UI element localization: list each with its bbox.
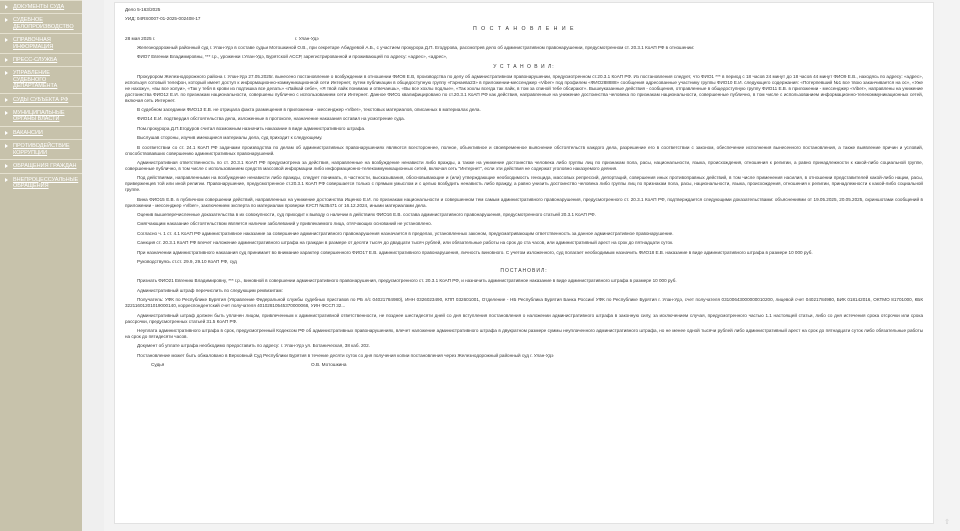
case-number: Дело 5-163/2025	[125, 7, 161, 12]
case-uid: УИД: 04RS0007-01-2025-002408-17	[125, 16, 201, 22]
arrow-bullet-icon	[5, 144, 8, 148]
signature-line	[125, 362, 923, 368]
court-decision-document	[114, 2, 934, 524]
paragraph: В соответствии со ст. 24.1 КоАП РФ задачами производства по делам об административных правонарушениях являются всестороннее, полное, объективное и своевременное выяснение обстоятельств каждого дела, разрешение его в соответствии с законом, обеспечение исполнения вынесенного постановления, а также выявление причин и условий, способствовавших совершению административных правонарушений.	[125, 144, 923, 156]
arrow-bullet-icon	[5, 178, 8, 182]
document-title: П О С Т А Н О В Л Е Н И Е	[473, 25, 575, 32]
sidebar-item-label: ВАКАНСИИ	[13, 129, 43, 136]
sidebar-item-label: ОБРАЩЕНИЯ ГРАЖДАН	[13, 163, 77, 170]
date-place-line	[125, 36, 923, 42]
sidebar-item-label: ПРОТИВОДЕЙСТВИЕ КОРРУПЦИИ	[13, 143, 70, 156]
sidebar-item-label: СПРАВОЧНАЯ ИНФОРМАЦИЯ	[13, 37, 54, 50]
paragraph: Прокурором Железнодорожного района г. Улан-Удэ 27.05.2025г. вынесено постановление о возбуждении в отношении ФИО8 Е.В, производства по делу об административном правонарушении, предусмотренном ст.20.3.1 КоАП РФ. Из постановления следует, что ФИО1 *** в период с 18 часов 24 минут до 18 часов 44 минут ФИО9 Е.В., находясь по адресу: «адрес», используя сотовый телефон, который имеет доступ к информационно-коммуникационной сети Интернет, путем публикации в общедоступную группу «Гарнаева23» в приложении-мессенджер «Viber» под профилем «ФИО288888» сообщения адресованные участнику группы ФИО10 Е.И. следующего содержания: «Потерпевший №1 все твою заканчивается на ос», «Уже не нахожу», «вы все холуи», «Так у тебя в крови из подтишка все делать» «Лайкай себе», «Я твой лайк понимаю и отвечаешь», «Вы все хохлы подлые», «Так хохлы всегда так лайк, в том за спиной тебе обсирают». Вышеуказанные действия - сообщения, отправленные в общедоступную группу ФИО11 Е.В. в приложении - мессенджер «Viber», направлены на унижение достоинства ФИО12 Е.И. по признакам национальности, совершены публично с использованием сети Интернет. Данное ФИО1 квалифицировано по ст.20.3.1 КоАП РФ как действия, направленные на унижение достоинства человека по признакам национальности, совершенные публично, в том числе с использованием информационно-телекоммуникационных сетей, включая сеть Интернет.	[125, 73, 923, 103]
paragraph: Административный штраф должен быть уплачен лицом, привлеченным к административной ответственности, не позднее шестидесяти дней со дня вступления постановления о наложении административного штрафа в законную силу, за исключением случая, предусмотренного частью 1.1 настоящей статьи, либо со дня истечения срока отсрочки или срока рассрочки, предусмотренных статьей 31.5 КоАП РФ.	[125, 312, 923, 324]
sidebar-item-court-proceedings[interactable]	[0, 13, 82, 33]
arrow-bullet-icon	[5, 71, 8, 75]
arrow-bullet-icon	[5, 111, 8, 115]
paragraph: Документ об уплате штрафа необходимо предоставить по адресу: г. Улан-Удэ ул. Ботаническая, 38 каб. 202.	[137, 343, 370, 349]
paragraph: Оценив вышеперечисленные доказательства в их совокупности, суд приходит к выводу о наличии в действиях ФИО16 Е.В. состава административного правонарушения, предусмотренного статьей 20.3.1 КоАП РФ.	[137, 212, 596, 218]
paragraph: Под действиями, направленными на возбуждение ненависти либо вражды, следует понимать, в частности, высказывания, обосновывающие и (или) утверждающие необходимость геноцида, массовых репрессий, депортаций, совершения иных противоправных действий, в том числе применения насилия, в отношении представителей какой-либо нации, расы, приверженцев той или иной религии. Правонарушение, предусмотренное ст.20.3.1 КоАП РФ совершается только с прямым умыслом и с целью возбудить ненависть либо вражду, а равно унизить достоинство человека либо группы лиц по признакам пола, расы, национальности, языка, происхождения, отношения к религии, принадлежности к какой-либо социальной группе.	[125, 175, 923, 193]
sidebar-item-extraprocedural-appeals[interactable]	[0, 173, 82, 193]
paragraph: Согласно ч. 1 ст. 4.1 КоАП РФ административное наказание за совершение административного правонарушения назначается в пределах, установленных законом, предусматривающим ответственность за данное административное правонарушение.	[137, 230, 674, 236]
paragraph: Пом.прокурора Д.П.Егодуров считал возможным назначить наказание в виде административного штрафа.	[137, 125, 366, 131]
decision-date: 28 мая 2025 г.	[125, 35, 156, 41]
right-gutter	[948, 0, 960, 531]
sidebar-nav	[0, 0, 82, 531]
paragraph: Административная ответственность по ст. 20.3.1 КоАП РФ предусмотрена за действия, направленные на возбуждение ненависти либо вражды, а также на унижение достоинства человека либо группы лиц по признакам пола, расы, национальности, языка, происхождения, отношения к религии, а равно принадлежности к какой-либо социальной группе, совершенные публично, в том числе с использованием средств массовой информации либо информационно-телекоммуникационных сетей, включая сеть "Интернет", если эти действия не содержат уголовно наказуемого деяния.	[125, 159, 923, 171]
paragraph: Смягчающим наказание обстоятельством является наличие заболеваний у привлекаемого лица, отягчающих оснований не установлено.	[137, 221, 432, 227]
paragraph: Руководствуясь ст.ст. 29.9, 29.10 КоАП РФ, суд	[137, 259, 237, 265]
intro-paragraph: Железнодорожный районный суд г. Улан-Удэ в составе судьи Мотошкиной О.В., при секретаре Абидуевой А.Б., с участием прокурора Д.П. Егодурова, рассмотрев дело об административном правонарушении, предусмотренном ст. 20.3.1 КоАП РФ в отношении:	[137, 44, 695, 50]
arrow-bullet-icon	[5, 18, 8, 22]
paragraph: Выслушав стороны, изучив имеющиеся материалы дела, суд приходит к следующему.	[137, 135, 323, 141]
sidebar-item-anti-corruption[interactable]	[0, 139, 82, 159]
arrow-bullet-icon	[5, 58, 8, 62]
sidebar-item-regional-courts[interactable]	[0, 93, 82, 106]
arrow-bullet-icon	[5, 38, 8, 42]
paragraph: В судебном заседании ФИО13 Е.В. не отрицала факта размещения в приложении - мессенджер «Viber», текстовых материалов, описанных в материалах дела.	[137, 106, 481, 112]
decision-place: г. Улан-Удэ	[295, 35, 319, 41]
paragraph: Административный штраф перечислить по следующим реквизитам:	[137, 287, 283, 293]
sidebar-item-label: ВНЕПРОЦЕССУАЛЬНЫЕ ОБРАЩЕНИЯ	[13, 176, 79, 189]
paragraph: ФИО14 Е.И. подтвердил обстоятельства дела, изложенные в протоколе, назначение наказания оставил на усмотрение суда.	[137, 116, 405, 122]
paragraph: Неуплата административного штрафа в срок, предусмотренный Кодексом РФ об административных правонарушениях, влечет наложение административного штрафа в двукратном размере суммы неуплаченного административного штрафа, но не менее одной тысячи рублей либо административный арест на срок до пятнадцати суток либо обязательные работы на срок до пятидесяти часов.	[125, 327, 923, 339]
sidebar-item-press-service[interactable]	[0, 53, 82, 66]
sidebar-item-label: СУДЫ СУБЪЕКТА РФ	[13, 96, 69, 103]
arrow-bullet-icon	[5, 5, 8, 9]
arrow-bullet-icon	[5, 98, 8, 102]
sidebar-item-municipal-authorities[interactable]	[0, 106, 82, 126]
sidebar-item-label: ДОКУМЕНТЫ СУДА	[13, 4, 65, 10]
sidebar-item-label: ПРЕСС-СЛУЖБА	[13, 57, 58, 64]
judge-name: О.В. Мотошкина	[311, 362, 347, 368]
arrow-bullet-icon	[5, 131, 8, 135]
resolved-heading: ПОСТАНОВИЛ:	[500, 268, 548, 275]
main-content	[104, 0, 948, 531]
sidebar-item-citizen-appeals[interactable]	[0, 159, 82, 172]
sidebar-item-label: СУДЕБНОЕ ДЕЛОПРОИЗВОДСТВО	[13, 17, 74, 30]
scroll-to-top-icon[interactable]: ⇧	[944, 519, 950, 526]
judge-label: Судья	[151, 362, 165, 368]
established-heading: У С Т А Н О В И Л:	[493, 63, 555, 70]
paragraph: Признать ФИО21 Евгению Владимировну, *** г.р., виновной в совершении административного правонарушения, предусмотренного ст. 20.3.1 КоАП РФ, и назначить административное наказание в виде административного штрафа в размере 10 000 руб.	[137, 278, 677, 284]
arrow-bullet-icon	[5, 164, 8, 168]
sidebar-item-judicial-department[interactable]	[0, 66, 82, 92]
person-paragraph: ФИО7 Евгении Владимировны, *** г.р., уроженки г.Улан-Удэ, Бурятской АССР, зарегистрированной и проживающей по адресу: «адрес», «адрес»,	[137, 54, 448, 60]
sidebar-item-court-documents[interactable]	[0, 0, 82, 13]
paragraph: Санкция ст. 20.3.1 КоАП РФ влечет наложение административного штрафа на граждан в размере от десяти тысяч до двадцати тысяч рублей, или обязательные работы на срок до ста часов, или административный арест на срок до пятнадцати суток.	[137, 240, 674, 246]
paragraph: Постановление может быть обжаловано в Верховный Суд Республики Бурятия в течение десяти суток со дня получения копии постановления через Железнодорожный районный суд г. Улан-Удэ	[137, 352, 554, 358]
sidebar-item-vacancies[interactable]	[0, 126, 82, 139]
sidebar-gutter	[82, 0, 104, 531]
sidebar-item-label: УПРАВЛЕНИЕ СУДЕБНОГО ДЕПАРТАМЕНТА	[13, 70, 58, 90]
paragraph: При назначении административного наказания суд принимает во внимание характер совершенного ФИО17 Е.В. административного правонарушения, личность виновного. С учетом изложенного, суд полагает необходимым назначить ФИО18 Е.В. наказание в виде административного штрафа в размере 10 000 руб.	[137, 249, 813, 255]
paragraph: Вина ФИО15 Е.В. в публичном совершении действий, направленных на унижение достоинства Ищенко Е.И. по признакам национальности и совершенном тем самым административного правонарушения, предусмотренного ст. 20.3.1 КоАП РФ, подтверждается следующими доказательствами: объяснениями от 19.05.2025, 20.05.2025, скриншотами сообщений в приложении - мессенджер «Viber», заключением эксперта по материалам проверки КУСП №35471 от 16.12.2024, иными материалами дела.	[125, 196, 923, 208]
paragraph: Получатель: УФК по Республике Бурятия (Управление Федеральной службы судебных приставов по РБ л/с 04021784980), ИНН 0326023490, КПП 032601001, Отделение - НБ Республика Бурятия Банка России/ УФК по Республике Бурятия г. Улан-Удэ, счет получателя 03100643000000010200, лицевой счет 04021784980, БИК 018142016, ОКТМО 81701000, КБК 32211601201019000140, корреспондентский счет получателя 40102810545370000068, УИН ФССП 32...	[125, 297, 923, 309]
sidebar-item-label: МУНИЦИПАЛЬНЫЕ ОРГАНЫ ВЛАСТИ	[13, 110, 65, 123]
sidebar-item-reference-info[interactable]	[0, 33, 82, 53]
